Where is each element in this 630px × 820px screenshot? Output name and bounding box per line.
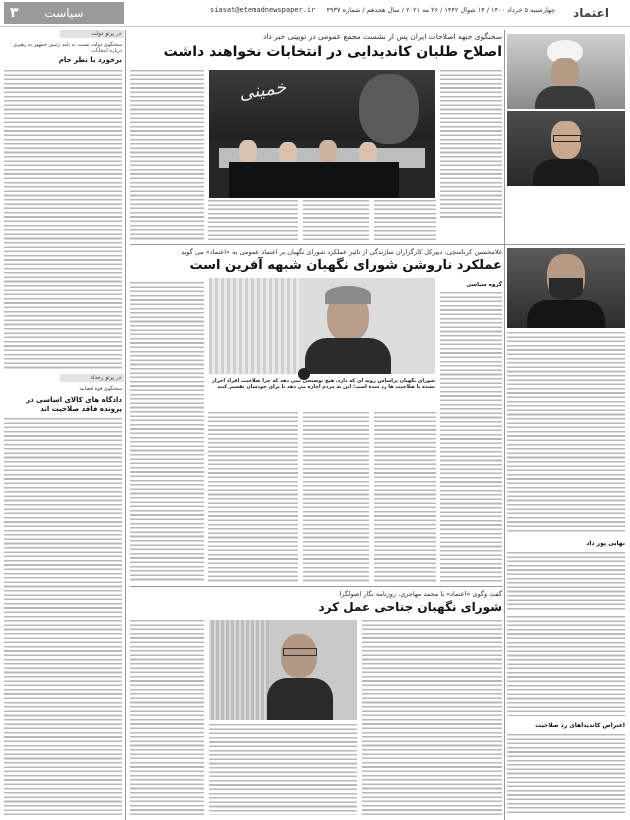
- section-email[interactable]: siasat@etemadnewspaper.ir: [210, 6, 316, 14]
- third-body-col-1: [362, 620, 502, 815]
- lead-photo: [209, 70, 435, 198]
- left-bottom-body: [4, 418, 122, 816]
- right-body-lower: [507, 616, 625, 716]
- left-top-tag: در پرتو دولت: [60, 30, 124, 38]
- second-subhead: گروه سیاسی: [466, 282, 502, 288]
- second-kicker: غلامحسین کرباسچی، دبیرکل کارگزاران سازندگی از تاثیر عملکرد شورای نگهبان بر اعتماد عمومی به «اعتماد» می گوید: [181, 248, 502, 256]
- third-photo: [209, 620, 357, 720]
- second-body-col-3: [303, 412, 369, 582]
- portrait-cleric: [507, 34, 625, 109]
- lead-body-col-4: [208, 200, 298, 240]
- bottom-right-body: [507, 734, 625, 814]
- section-name: سیاست: [44, 6, 84, 20]
- third-headline: شورای نگهبان جناحی عمل کرد: [318, 600, 502, 614]
- second-pull-quote: شورای نگهبان براساس رویه ای که دارد، هیچ توضیحی نمی دهد که چرا صلاحیت افراد احراز نشده یا صلاحیت ها رد شده است؛ این به مردم اجازه می دهد تا برای خودشان تفسیر کنند: [212, 378, 435, 391]
- third-kicker: گفت وگوی «اعتماد» با محمد مهاجری، روزنامه نگار اصولگرا: [339, 590, 502, 598]
- middle-right-body: [507, 552, 625, 612]
- lead-body-col-2: [374, 200, 436, 240]
- left-top-headline: برخورد با نظر جام: [58, 56, 122, 64]
- left-bottom-headline: دادگاه های کالای اساسی در پرونده فاقد صلاحیت اند: [26, 396, 122, 413]
- second-body-col-1: [440, 292, 502, 582]
- second-body-col-4: [208, 412, 298, 582]
- lead-headline: اصلاح طلبان کاندیدایی در انتخابات نخواهند داشت: [163, 44, 502, 60]
- right-body-upper: [507, 332, 625, 532]
- left-bottom-kicker: سخنگوی قوه قضاییه: [79, 386, 122, 392]
- section-divider-2: [130, 586, 502, 587]
- second-body-col-5: [130, 282, 204, 582]
- issue-line: چهارشنبه ۵ خرداد ۱۴۰۰ / ۱۴ شوال ۱۴۴۲ / ۲۶ مه ۲۰۲۱ / سال هجدهم / شماره ۴۹۳۷: [326, 6, 555, 14]
- middle-right-label: نهایی پور داد: [586, 540, 625, 547]
- newspaper-logo: اعتماد: [573, 6, 609, 20]
- lead-body-col-3: [303, 200, 369, 240]
- lead-body-col-5: [130, 70, 204, 242]
- portrait-bearded-man: [507, 248, 625, 328]
- second-photo: [209, 278, 435, 374]
- second-body-col-2: [374, 412, 436, 582]
- third-body-col-3: [130, 620, 204, 815]
- section-label: [4, 2, 124, 24]
- section-divider-1: [130, 244, 625, 245]
- column-divider: [125, 30, 126, 820]
- left-bottom-tag: در پرتو رخداد: [60, 374, 124, 382]
- left-top-kicker: سخنگوی دولت نسبت به نامه رئیس جمهور به رهبری درباره انتخابات: [13, 42, 122, 54]
- page-number: ۳: [10, 5, 19, 21]
- right-column-divider: [504, 30, 505, 820]
- bottom-right-headline: اعتراض کاندیداهای رد صلاحیت: [535, 722, 625, 729]
- lead-body-col-1: [440, 70, 502, 220]
- lead-photo-banner-text: خمینی: [237, 76, 288, 105]
- third-body-col-2: [209, 724, 357, 815]
- left-top-body: [4, 70, 122, 370]
- lead-kicker: سخنگوی جبهه اصلاحات ایران پس از نشست مجمع عمومی در توییتی خبر داد: [263, 32, 502, 41]
- portrait-man-glasses: [507, 111, 625, 186]
- second-headline: عملکرد ناروشن شورای نگهبان شبهه آفرین است: [189, 258, 502, 273]
